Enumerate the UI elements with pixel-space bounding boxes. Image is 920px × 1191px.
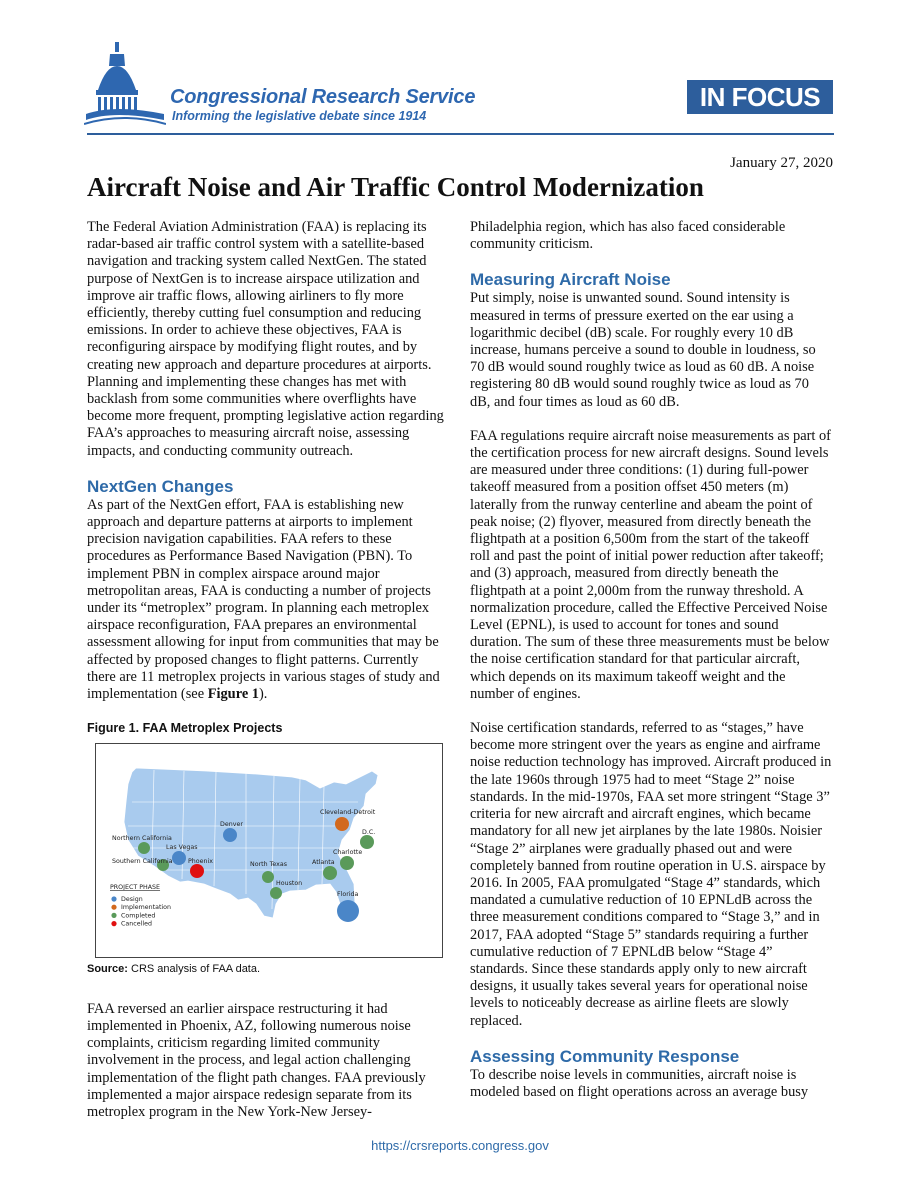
project-label: Denver (220, 821, 243, 829)
section-heading-nextgen: NextGen Changes (87, 476, 234, 496)
in-focus-badge: IN FOCUS (687, 80, 833, 114)
intro-paragraph: The Federal Aviation Administration (FAA) is replacing its radar-based air traffic control system with a satellite-based navigation and tracking system called NextGen. The stated purpose of NextGen is to increase airspace utilization and improve air traffic flows, allowing airliners to fly more efficiently, thereby cutting fuel consumption and reducing emissions. In order to achieve these objectives, FAA is reconfiguring airspace by modifying flight routes, and by creating new approach and departure procedures at airports. Planning and implementing these changes has met with backlash from some communities where overflights have become more frequent, prompting legislative action regarding FAA’s approaches to measuring aircraft noise, assessing impacts, and conducting community outreach. (87, 219, 444, 459)
legend-label: Design (121, 896, 143, 904)
project-marker (223, 828, 237, 842)
project-label: D.C. (362, 829, 376, 837)
assessing-paragraph: To describe noise levels in communities, aircraft noise is modeled based on flight operations across an average busy (470, 1066, 809, 1100)
capitol-dome-logo (84, 40, 166, 130)
nextgen-paragraph (87, 497, 449, 703)
section-heading-measuring: Measuring Aircraft Noise (470, 270, 671, 290)
project-label: Atlanta (312, 859, 335, 867)
project-label: Northern California (112, 835, 172, 843)
legend-swatch (111, 897, 116, 902)
header-rule (87, 133, 834, 135)
project-marker (335, 817, 349, 831)
nextgen-text: As part of the NextGen effort, FAA is establishing new approach and departure patterns at airports to implement precision navigation capabilities. FAA refers to these procedures as Performance Based Navigation (PBN). To implement PBN in complex airspace around major metropolitan areas, FAA is conducting a number of projects under its “metroplex” program. In planning each metroplex airspace reconfiguration, FAA prepares an environmental assessment allowing for input from communities that may be affected by proposed changes to flight patterns. Currently there are 11 metroplex projects in various stages of study and implementation (see (87, 496, 440, 703)
org-tagline: Informing the legislative debate since 1914 (172, 109, 427, 123)
us-map (96, 744, 442, 957)
project-marker (262, 871, 274, 883)
project-label: Houston (276, 880, 303, 888)
map-legend (111, 896, 171, 928)
legend-label: Completed (121, 912, 156, 920)
publication-date: January 27, 2020 (730, 155, 833, 171)
project-marker (323, 866, 337, 880)
project-label: North Texas (250, 861, 288, 869)
source-label: Source: (87, 963, 128, 976)
figure-title: Figure 1. FAA Metroplex Projects (87, 721, 283, 736)
project-marker (190, 864, 204, 878)
project-label: Southern California (112, 858, 173, 866)
project-marker (340, 856, 354, 870)
phoenix-paragraph: FAA reversed an earlier airspace restructuring it had implemented in Phoenix, AZ, following numerous noise complaints, criticism regarding limited community involvement in the process, and legal action challenging implementation of the flight path changes. FAA previously implemented a major airspace redesign separate from its metroplex program in the New York-New Jersey- (87, 1000, 426, 1120)
left-column (87, 219, 449, 1121)
source-text: CRS analysis of FAA data. (131, 963, 261, 976)
project-marker (172, 851, 186, 865)
right-column (470, 219, 832, 1101)
measuring-paragraph-1: Put simply, noise is unwanted sound. Sound intensity is measured in terms of pressure exerted on the ear using a logarithmic decibel (dB) scale. For roughly every 10 dB increase, humans perceive a sound to double in loudness, so 70 dB would sound roughly twice as loud as 60 dB. A noise registering 80 dB would sound roughly twice as loud as 70 dB, and four times as loud as 60 dB. (470, 290, 816, 410)
report-header (0, 0, 920, 140)
project-label: Charlotte (333, 849, 363, 857)
figure-reference-link[interactable]: Figure 1 (207, 686, 259, 703)
figure-source (87, 961, 449, 978)
project-marker (337, 900, 359, 922)
legend-swatch (111, 913, 116, 918)
legend-label: Implementation (121, 904, 171, 912)
legend-label: Cancelled (121, 921, 152, 929)
legend-swatch (111, 921, 116, 926)
measuring-paragraph-3: Noise certification standards, referred to as “stages,” have become more stringent over the years as engine and airframe noise reduction technology has improved. Aircraft produced in the late 1960s through 1975 had to meet “Stage 2” noise standards. In the mid-1970s, FAA set more stringent “Stage 3” criteria for new aircraft and aircraft engines, which became mandatory for all new jet airplanes by the late 1980s. Noisier “Stage 2” airplanes were gradually phased out and were completely banned from routine operation in U.S. airspace by 2016. In 2005, FAA promulgated “Stage 4” standards, which mandated a cumulative reduction of 10 EPNLdB across the three measurement conditions compared to “Stage 3,” and in 2017, FAA adopted “Stage 5” standards requiring a further cumulative reduction of 7 EPNLdB below “Stage 4” standards. Since these standards apply only to new aircraft designs, it usually takes several years for operational noise levels to noticeably decrease as airline fleets are slowly replaced. (470, 720, 832, 1029)
project-marker (360, 835, 374, 849)
metroplex-map-figure (95, 743, 443, 958)
legend-title: PROJECT PHASE (110, 884, 161, 892)
page-title: Aircraft Noise and Air Traffic Control Modernization (87, 172, 704, 202)
org-name: Congressional Research Service (170, 86, 476, 108)
continued-paragraph: Philadelphia region, which has also faced considerable community criticism. (470, 219, 786, 253)
project-label: Las Vegas (166, 844, 198, 852)
footer-url-link[interactable]: https://crsreports.congress.gov (371, 1138, 549, 1153)
project-label: Florida (337, 891, 359, 899)
measuring-paragraph-2: FAA regulations require aircraft noise measurements as part of the certification process for new aircraft designs. Sound levels are measured under three conditions: (1) during full-power takeoff measured from a position offset 450 meters (m) laterally from the runway centerline and abeam the point of peak noise; (2) flyover, measured from directly beneath the flightpath at a position 6,500m from the start of the takeoff roll and past the point of initial power reduction after takeoff; and (3) approach, measured from directly beneath the flightpath at a point 2,000m from the runway threshold. A normalization procedure, called the Effective Perceived Noise Level (EPNL), is used to account for tones and sound duration. The sum of these three measurements must be below the noise certification standard for that particular aircraft, which depends on its maximum takeoff weight and the number of engines. (470, 427, 831, 702)
project-marker (138, 842, 150, 854)
section-heading-assessing: Assessing Community Response (470, 1046, 740, 1066)
project-marker (270, 887, 282, 899)
legend-swatch (111, 905, 116, 910)
nextgen-end: ). (259, 686, 268, 703)
project-label: Cleveland-Detroit (320, 809, 376, 817)
project-label: Phoenix (188, 858, 213, 866)
